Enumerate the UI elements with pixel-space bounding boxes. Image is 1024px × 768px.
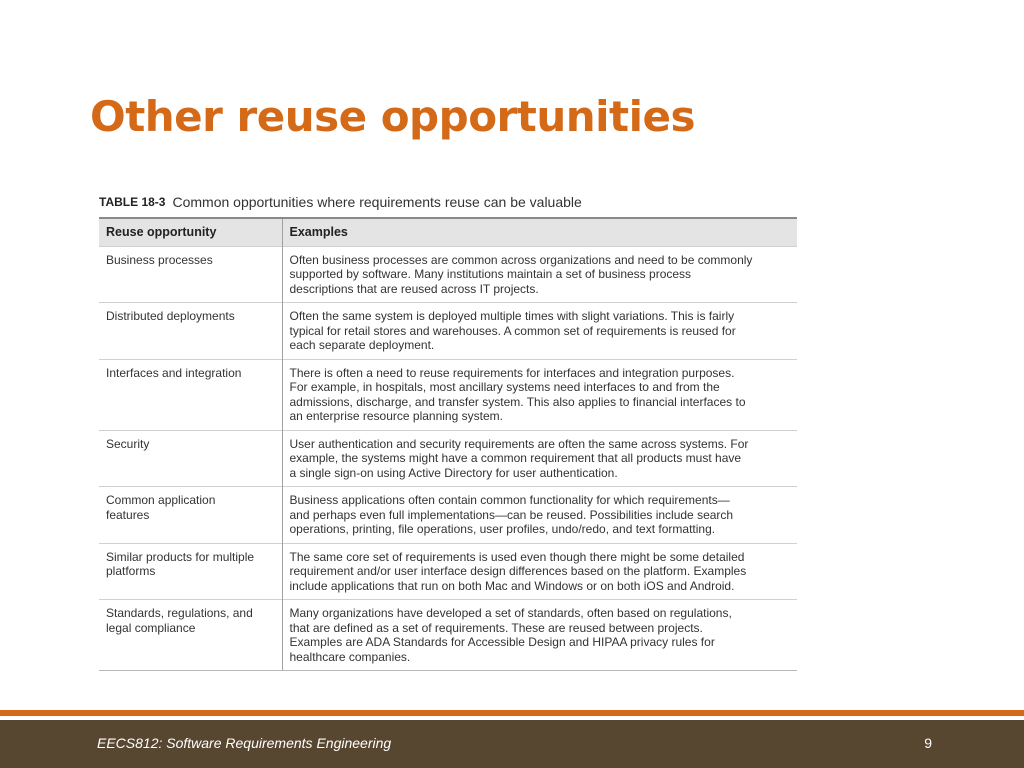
reuse-opportunity-line: Business processes: [106, 252, 213, 267]
examples-line: Often business processes are common across organizations and need to be commonly: [289, 252, 753, 267]
examples-cell: [282, 600, 797, 671]
table-header-row: [99, 218, 797, 246]
reuse-opportunity-line: legal compliance: [106, 620, 196, 635]
slide-title: Other reuse opportunities: [90, 92, 695, 141]
reuse-opportunity-line: Common application: [106, 493, 216, 507]
examples-line: The same core set of requirements is used even though there might be some detailed: [289, 549, 745, 564]
table-row: [99, 487, 797, 544]
examples-line: an enterprise resource planning system.: [289, 409, 503, 423]
page-number: 9: [924, 735, 932, 751]
reuse-opportunities-table: [99, 217, 797, 671]
reuse-opportunity-line: Distributed deployments: [106, 309, 235, 323]
examples-line: each separate deployment.: [289, 338, 435, 352]
reuse-opportunity-line: Standards, regulations, and: [106, 606, 253, 620]
reuse-opportunity-cell: [99, 246, 282, 303]
table-caption-label: TABLE 18-3: [99, 195, 166, 209]
examples-line: Examples are ADA Standards for Accessible Design and HIPAA privacy rules for: [289, 635, 715, 649]
examples-line: that are defined as a set of requirements. These are reused between projects.: [289, 620, 703, 635]
examples-cell: [282, 246, 797, 303]
header-examples: Examples: [282, 218, 797, 246]
reuse-opportunity-line: Security: [106, 436, 150, 451]
reuse-opportunity-line: platforms: [106, 564, 156, 578]
examples-line: Many organizations have developed a set of standards, often based on regulations,: [289, 606, 732, 620]
table-row: [99, 303, 797, 360]
examples-line: operations, printing, file operations, user profiles, undo/redo, and text formatting.: [289, 522, 716, 536]
reuse-opportunity-cell: [99, 303, 282, 360]
examples-line: User authentication and security requirements are often the same across systems. For: [289, 436, 749, 451]
examples-cell: [282, 543, 797, 600]
table-caption: [99, 191, 797, 213]
table-body: [99, 246, 797, 671]
examples-cell: [282, 430, 797, 487]
reuse-opportunity-cell: [99, 430, 282, 487]
reuse-opportunity-line: Similar products for multiple: [106, 549, 255, 564]
table-row: [99, 600, 797, 671]
examples-line: Business applications often contain common functionality for which requirements—: [289, 493, 730, 507]
reuse-opportunity-cell: [99, 543, 282, 600]
header-reuse-opportunity: Reuse opportunity: [106, 225, 217, 240]
table-row: [99, 359, 797, 430]
examples-cell: [282, 487, 797, 544]
examples-line: There is often a need to reuse requirements for interfaces and integration purposes.: [289, 365, 735, 380]
examples-line: a single sign-on using Active Directory for user authentication.: [289, 465, 618, 480]
examples-cell: [282, 359, 797, 430]
examples-line: For example, in hospitals, most ancillary systems need interfaces to and from the: [289, 380, 720, 394]
examples-line: typical for retail stores and warehouses. A common set of requirements is reused for: [289, 323, 736, 338]
table-row: [99, 543, 797, 600]
examples-line: example, the systems might have a common requirement that all products must have: [289, 451, 742, 465]
table-caption-text: Common opportunities where requirements reuse can be valuable: [172, 194, 582, 210]
examples-cell: [282, 303, 797, 360]
examples-line: admissions, discharge, and transfer system. This also applies to financial interfaces to: [289, 394, 746, 409]
examples-line: include applications that run on both Mac and Windows or on both iOS and Android.: [289, 578, 735, 593]
reuse-opportunity-cell: [99, 359, 282, 430]
examples-line: and perhaps even full implementations—can be reused. Possibilities include search: [289, 507, 734, 522]
examples-line: Often the same system is deployed multiple times with slight variations. This is fairly: [289, 309, 735, 323]
reuse-opportunity-line: Interfaces and integration: [106, 365, 242, 380]
footer-course-title: EECS812: Software Requirements Engineering: [97, 735, 392, 751]
table-row: [99, 430, 797, 487]
reuse-opportunity-cell: [99, 600, 282, 671]
examples-line: descriptions that are reused across IT projects.: [289, 281, 539, 296]
examples-line: requirement and/or user interface design differences based on the platform. Examples: [289, 564, 747, 578]
examples-line: supported by software. Many institutions maintain a set of business process: [289, 267, 692, 281]
reuse-opportunity-line: features: [106, 507, 150, 522]
reuse-opportunity-cell: [99, 487, 282, 544]
examples-line: healthcare companies.: [289, 649, 411, 664]
table-row: [99, 246, 797, 303]
reuse-table-container: [99, 191, 797, 671]
